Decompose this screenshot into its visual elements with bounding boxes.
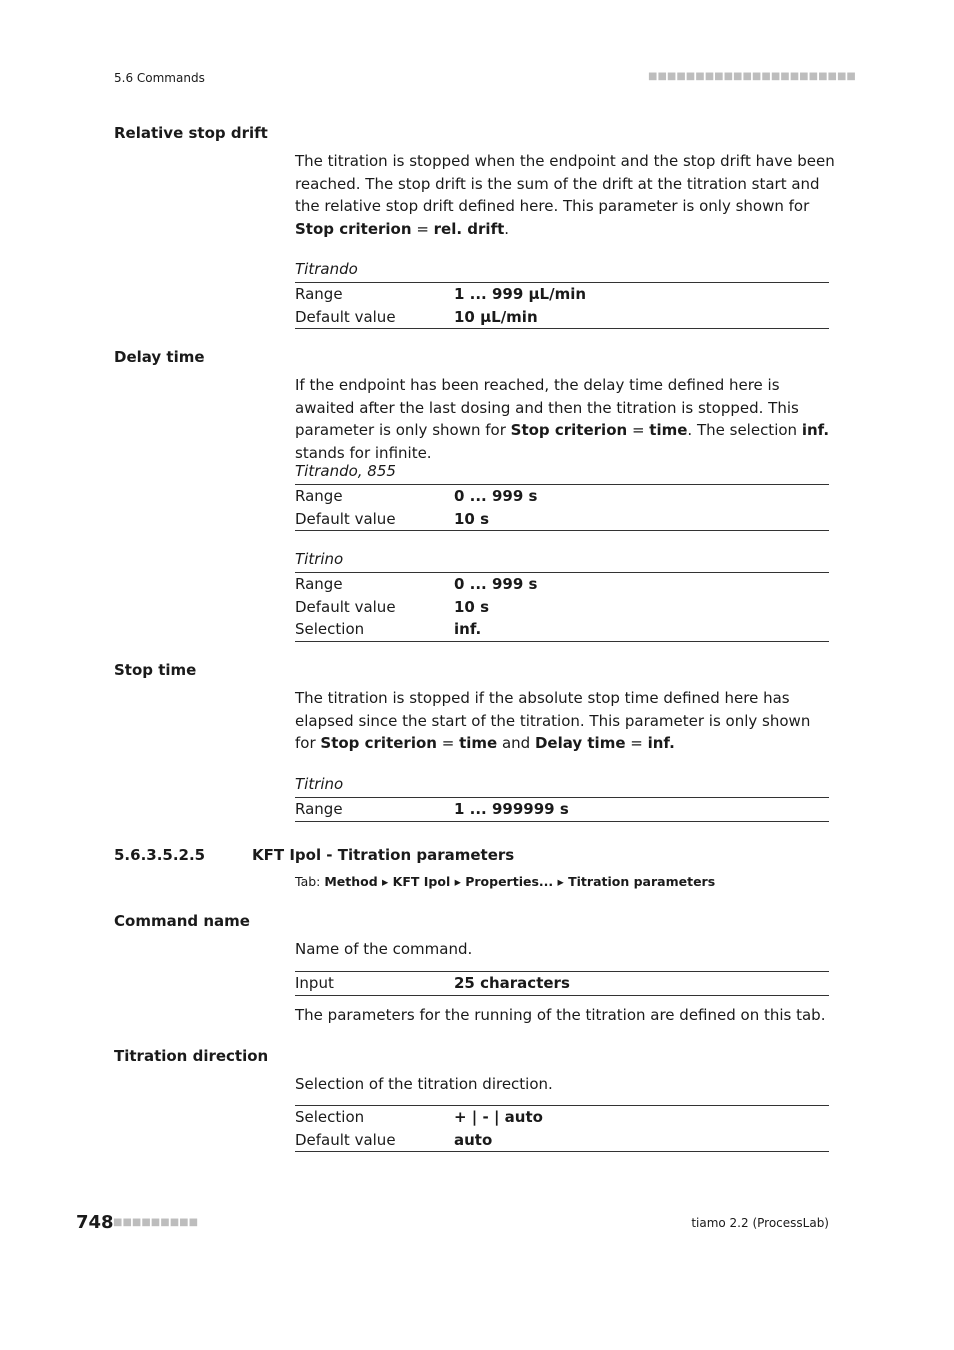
param-desc-relative-stop-drift: The titration is stopped when the endpoint and the stop drift have been reached. The stop drift is the sum of the drift at the titration start and the relative stop drift defined here. This parameter is only shown for Stop criterion = rel. drift.	[295, 152, 835, 238]
running-header-section: 5.6 Commands	[114, 71, 205, 85]
table-row: Range 0 ... 999 s	[295, 487, 538, 505]
header-decor: ■■■■■■■■■■■■■■■■■■■■■■	[648, 71, 856, 82]
table-row: Default value auto	[295, 1130, 493, 1149]
table-row: Default value 10 µL/min	[295, 307, 538, 326]
param-title-titration-direction: Titration direction	[114, 1047, 269, 1065]
tab-path: Tab: Method ▸ KFT Ipol ▸ Properties... ▸ Titration parameters	[295, 874, 716, 889]
table-row: Range 1 ... 999999 s	[295, 800, 569, 818]
param-table	[295, 572, 829, 642]
table-row: Default value 10 s	[295, 597, 490, 616]
param-table	[295, 971, 829, 996]
param-desc-titration-direction: Selection of the titration direction.	[295, 1075, 553, 1093]
param-title-delay-time: Delay time	[114, 348, 205, 366]
table-caption: Titrino	[295, 550, 344, 568]
table-row: Selection + | - | auto	[295, 1108, 543, 1126]
param-desc-stop-time: The titration is stopped if the absolute stop time defined here has elapsed since the start of the titration. This parameter is only shown for Stop criterion = time and Delay time = inf.	[295, 689, 811, 752]
section-title: KFT Ipol - Titration parameters	[252, 846, 515, 864]
table-row: Range 1 ... 999 µL/min	[295, 285, 587, 303]
param-desc-command-name: Name of the command.	[295, 940, 473, 958]
table-row: Range 0 ... 999 s	[295, 575, 538, 593]
footer-decor: ■■■■■■■■■	[113, 1217, 199, 1228]
param-table	[295, 282, 829, 329]
param-table	[295, 1105, 829, 1152]
table-caption: Titrino	[295, 775, 344, 793]
section-number: 5.6.3.5.2.5	[114, 846, 206, 864]
param-table	[295, 797, 829, 822]
tab-path-breadcrumb: Method ▸ KFT Ipol ▸ Properties... ▸ Titration parameters	[324, 874, 716, 889]
table-row: Default value 10 s	[295, 509, 490, 528]
param-title-stop-time: Stop time	[114, 661, 197, 679]
table-row: Selection inf.	[295, 620, 482, 638]
footer-product: tiamo 2.2 (ProcessLab)	[691, 1216, 829, 1230]
table-caption: Titrando, 855	[295, 462, 396, 480]
page-number: 748	[76, 1212, 114, 1233]
table-caption: Titrando	[295, 260, 358, 278]
param-desc-delay-time: If the endpoint has been reached, the delay time defined here is awaited after the last dosing and then the titration is stopped. This parameter is only shown for Stop criterion = time. The selection inf. stands for infinite.	[295, 376, 830, 462]
table-row: Input 25 characters	[295, 974, 570, 992]
param-title-command-name: Command name	[114, 912, 250, 930]
param-table	[295, 484, 829, 531]
command-name-note: The parameters for the running of the titration are defined on this tab.	[295, 1006, 826, 1024]
param-title-relative-stop-drift: Relative stop drift	[114, 124, 268, 142]
